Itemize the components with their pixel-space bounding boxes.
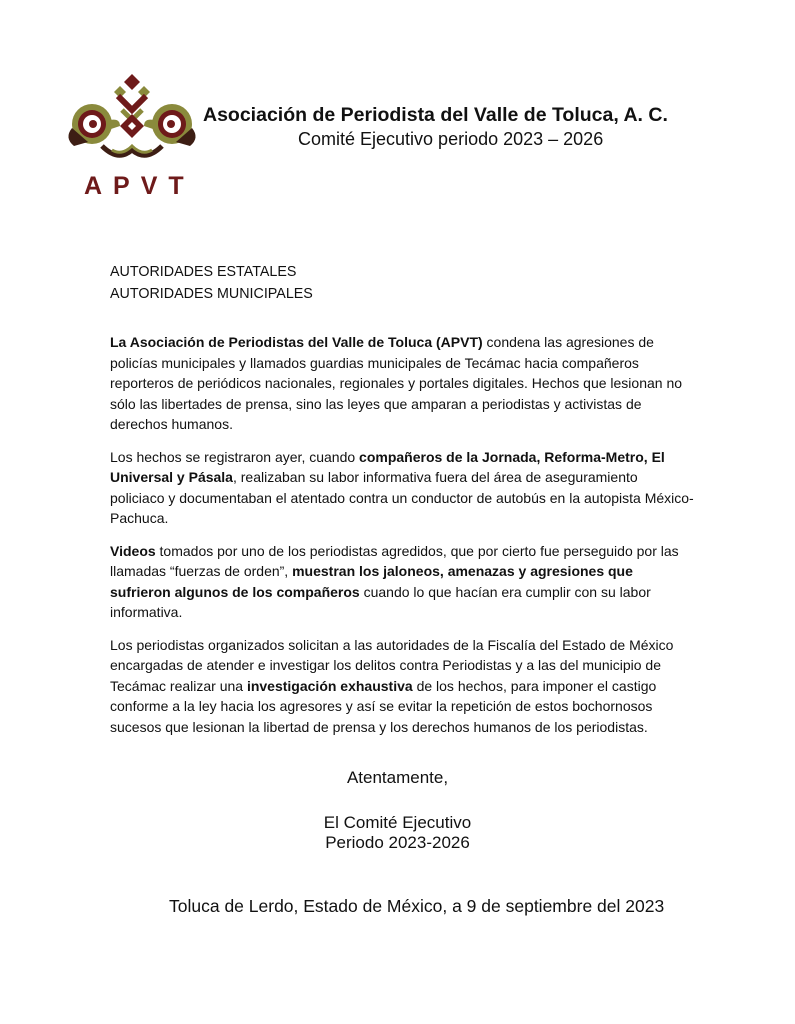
organization-name: Asociación de Periodista del Valle de Toluca, A. C. bbox=[203, 104, 668, 126]
paragraph-bold-text: muestran los jaloneos, amenazas y agresiones que sufrieron algunos de los compañeros bbox=[110, 563, 633, 600]
paragraph-text: condena las agresiones de policías municipales y llamados guardias municipales de Tecámac hacia compañeros reporteros de periódicos nacionales, regionales y portales digitales. Hechos que lesionan no sólo las libertades de prensa, sino las leyes que amparan a periodistas y activistas de derechos humanos. bbox=[110, 334, 683, 432]
paragraph-text: , realizaban su labor informativa fuera del área de aseguramiento policiaco y documentaban el atentado contra un conductor de autobús en la autopista México-Pachuca. bbox=[110, 469, 694, 526]
closing-signature bbox=[0, 813, 795, 853]
apvt-emblem-icon bbox=[62, 66, 202, 176]
paragraph-bold-text: compañeros de la Jornada, Reforma-Metro, El Universal y Pásala bbox=[110, 448, 665, 485]
logo-text: APVT bbox=[84, 172, 195, 200]
addressee-line: AUTORIDADES MUNICIPALES bbox=[110, 286, 313, 302]
paragraph-text: tomados por uno de los periodistas agredidos, que por cierto fue perseguido por las llamadas “fuerzas de orden”, bbox=[110, 542, 679, 579]
paragraph-text: de los hechos, para imponer el castigo conforme a la ley hacia los agresores y así se evitar la repetición de estos bochornosos sucesos que lesionan la libertad de prensa y los derechos humanos de los periodistas. bbox=[110, 677, 657, 735]
signer-period: Periodo 2023-2026 bbox=[325, 833, 470, 852]
paragraph bbox=[110, 541, 695, 623]
addressee-block bbox=[110, 261, 313, 305]
closing-salutation: Atentamente, bbox=[346, 768, 449, 787]
addressee-line: AUTORIDADES ESTATALES bbox=[110, 264, 297, 280]
paragraph bbox=[110, 447, 695, 529]
paragraph-bold-text: investigación exhaustiva bbox=[246, 677, 413, 694]
organization-subtitle: Comité Ejecutivo periodo 2023 – 2026 bbox=[298, 129, 604, 149]
paragraph bbox=[110, 635, 695, 738]
paragraph bbox=[110, 332, 695, 435]
apvt-logo bbox=[62, 66, 202, 206]
paragraph-bold-text: Videos bbox=[110, 542, 156, 559]
paragraph-text: cuando lo que hacían era cumplir con su labor informativa. bbox=[110, 583, 651, 620]
paragraph-bold-text: La Asociación de Periodistas del Valle de Toluca (APVT) bbox=[110, 334, 483, 350]
signer-name: El Comité Ejecutivo bbox=[323, 813, 472, 832]
paragraph-text: Los periodistas organizados solicitan a las autoridades de la Fiscalía del Estado de México encargadas de atender e investigar los delitos contra Periodistas y a las del municipio de Tecámac realizar una bbox=[110, 636, 674, 694]
dateline: Toluca de Lerdo, Estado de México, a 9 de septiembre del 2023 bbox=[169, 896, 665, 916]
letter-body bbox=[110, 332, 695, 749]
paragraph-text: Los hechos se registraron ayer, cuando bbox=[110, 448, 360, 465]
